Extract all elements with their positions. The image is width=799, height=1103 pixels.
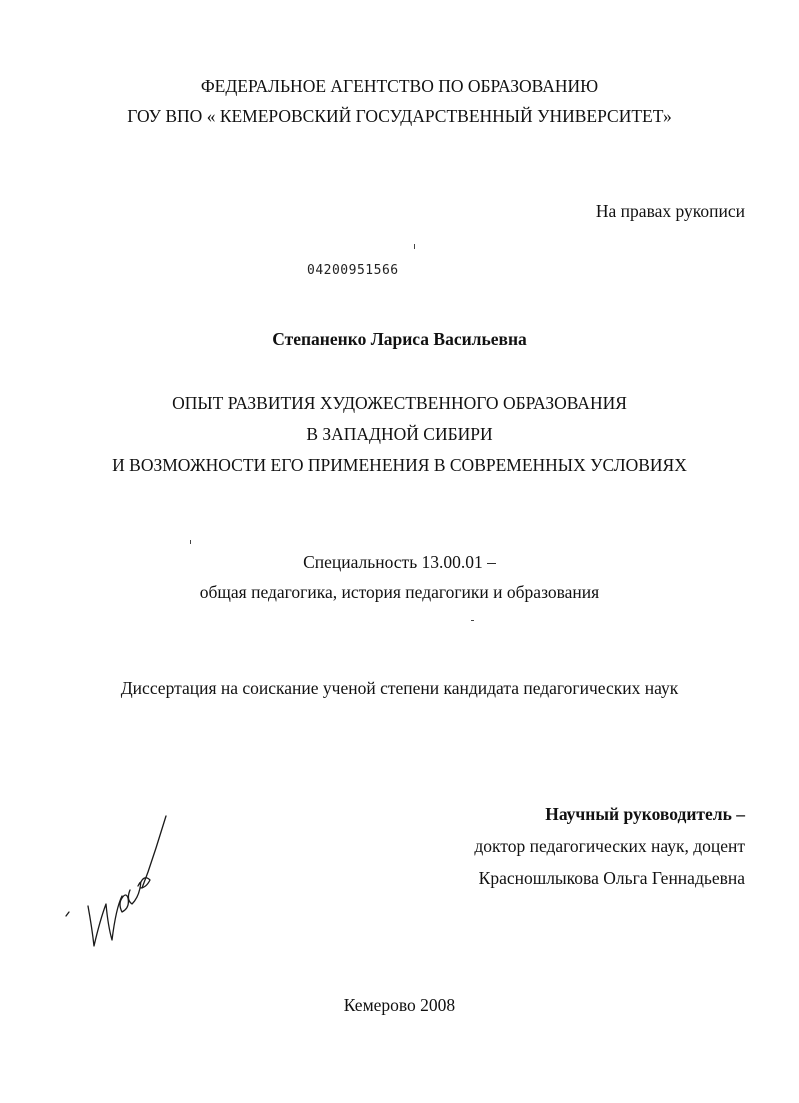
- registration-stamp: 04200951566: [307, 263, 399, 278]
- specialty-code: Специальность 13.00.01 –: [303, 552, 496, 572]
- specialty-name: общая педагогика, история педагогики и образования: [199, 582, 600, 602]
- title-line-3: И ВОЗМОЖНОСТИ ЕГО ПРИМЕНЕНИЯ В СОВРЕМЕННЫХ УСЛОВИЯХ: [112, 455, 687, 475]
- dissertation-statement: Диссертация на соискание ученой степени кандидата педагогических наук: [120, 678, 679, 698]
- author-name: Степаненко Лариса Васильевна: [272, 329, 527, 349]
- header-university: ГОУ ВПО « КЕМЕРОВСКИЙ ГОСУДАРСТВЕННЫЙ УНИВЕРСИТЕТ»: [127, 106, 672, 126]
- scan-speck: [190, 540, 191, 544]
- scan-speck: [414, 244, 415, 249]
- handwritten-signature: [60, 808, 180, 958]
- supervisor-name: Красношлыкова Ольга Геннадьевна: [478, 868, 745, 888]
- supervisor-degree: доктор педагогических наук, доцент: [474, 836, 745, 856]
- supervisor-heading: Научный руководитель –: [545, 804, 745, 824]
- scan-speck: [471, 620, 474, 621]
- manuscript-note: На правах рукописи: [595, 201, 745, 221]
- city-year: Кемерово 2008: [343, 995, 456, 1015]
- header-agency: ФЕДЕРАЛЬНОЕ АГЕНТСТВО ПО ОБРАЗОВАНИЮ: [200, 76, 599, 96]
- title-line-1: ОПЫТ РАЗВИТИЯ ХУДОЖЕСТВЕННОГО ОБРАЗОВАНИЯ: [172, 393, 627, 413]
- title-line-2: В ЗАПАДНОЙ СИБИРИ: [306, 424, 493, 444]
